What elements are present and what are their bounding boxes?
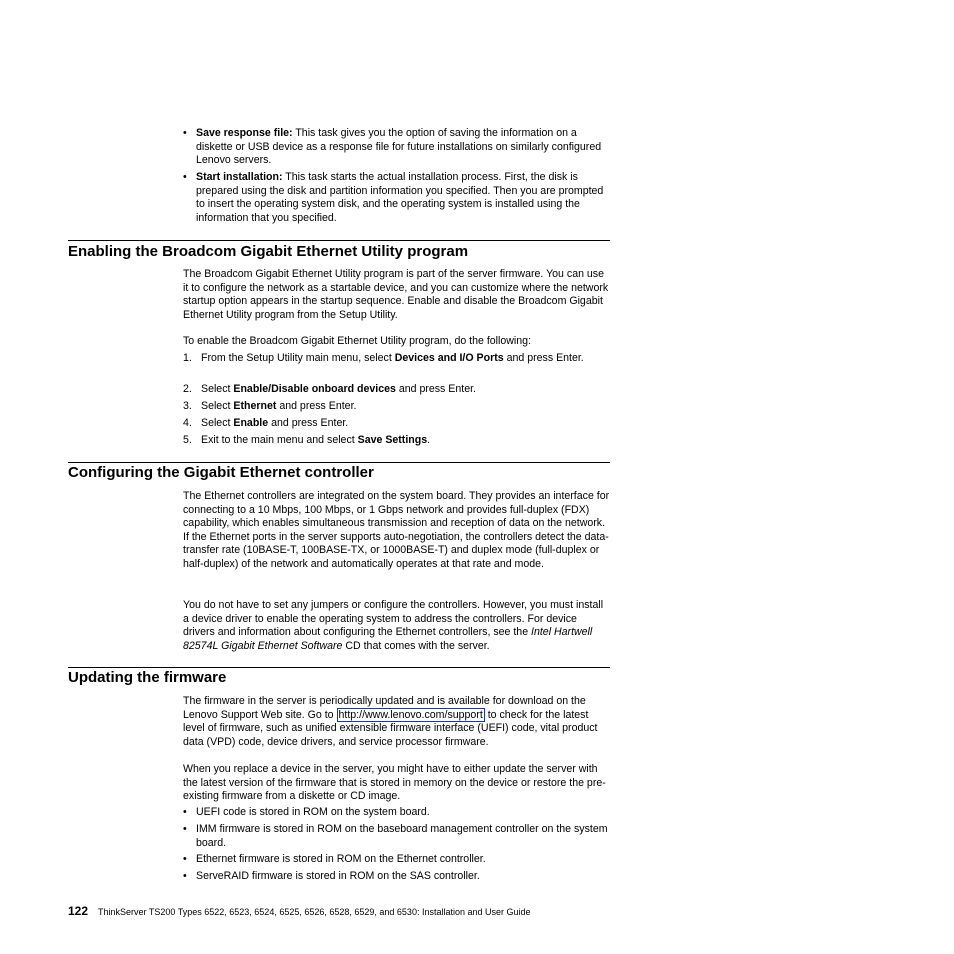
paragraph: To enable the Broadcom Gigabit Ethernet Utility program, do the following: — [183, 335, 532, 347]
section-heading-gigabit: Configuring the Gigabit Ethernet controller — [68, 464, 374, 481]
step-text: and press Enter. — [395, 383, 476, 395]
software-title: Intel Hartwell 82574L Gigabit Ethernet Software — [183, 626, 593, 652]
step-text: Exit to the main menu and select — [201, 434, 358, 446]
section-heading-broadcom: Enabling the Broadcom Gigabit Ethernet Utility program — [68, 243, 469, 260]
list-item-text: Ethernet firmware is stored in ROM on the Ethernet controller. — [196, 853, 486, 865]
bullet-icon: • — [183, 127, 187, 139]
bullet-icon: • — [183, 171, 187, 183]
step-text: From the Setup Utility main menu, select — [201, 352, 395, 364]
section-heading-firmware: Updating the firmware — [68, 669, 227, 686]
step-number: 4. — [183, 417, 192, 429]
bullet-icon: • — [183, 870, 187, 882]
list-item-text: IMM firmware is stored in ROM on the baseboard management controller on the system board. — [196, 823, 608, 849]
step-number: 5. — [183, 434, 192, 446]
section-divider — [68, 240, 610, 241]
paragraph: When you replace a device in the server, you might have to either update the server with the latest version of the firmware that is stored in memory on the device or restore the pre-existing firmware from a diskette or CD image. — [183, 763, 606, 803]
support-link[interactable]: http://www.lenovo.com/support — [338, 708, 483, 721]
step-term: Ethernet — [233, 400, 277, 412]
step-text: and press Enter. — [276, 400, 357, 412]
step-term: Save Settings — [357, 434, 428, 446]
list-item-text: This task starts the actual installation process. First, the disk is prepared using the disk and partition information you specified. Then you are prompted to insert the operating system disk, and the operating system is installed using the information that you specified. — [196, 171, 604, 224]
list-item-text: ServeRAID firmware is stored in ROM on the SAS controller. — [196, 870, 480, 882]
paragraph-text: to check for the latest level of firmware, such as unified extensible firmware interface (UEFI) code, vital product data (VPD) code, device drivers, and service processor firmware. — [183, 708, 598, 748]
footer-text: ThinkServer TS200 Types 6522, 6523, 6524, 6525, 6526, 6528, 6529, and 6530: Installation and User Guide — [98, 907, 531, 917]
step-text: and press Enter. — [268, 417, 349, 429]
paragraph-text: The firmware in the server is periodically updated and is available for download on the Lenovo Support Web site. Go to — [183, 695, 586, 721]
step-term: Enable — [233, 417, 269, 429]
paragraph — [183, 599, 611, 653]
list-item-term: Start installation: — [196, 171, 283, 183]
step-text: Select — [201, 400, 234, 412]
section-divider — [68, 462, 610, 463]
step-term: Devices and I/O Ports — [394, 352, 504, 364]
step-text: Select — [201, 417, 234, 429]
step-text: and press Enter. — [503, 352, 584, 364]
page-number: 122 — [68, 904, 89, 918]
paragraph — [183, 695, 611, 749]
step-text: Select — [201, 383, 234, 395]
paragraph-text: You do not have to set any jumpers or configure the controllers. However, you must install a device driver to enable the operating system to address the controllers. For device drivers and information about configuring the Ethernet controllers, see the — [183, 599, 604, 639]
paragraph: The Ethernet controllers are integrated on the system board. They provides an interface for connecting to a 10 Mbps, 100 Mbps, or 1 Gbps network and provides full-duplex (FDX) capability, which enables simultaneous transmission and reception of data on the network. If the Ethernet ports in the server supports auto-negotiation, the controllers detect the data-transfer rate (10BASE-T, 100BASE-TX, or 1000BASE-T) and duplex mode (full-duplex or half-duplex) of the network and automatically operates at that rate and mode. — [183, 490, 610, 570]
section-divider — [68, 667, 610, 668]
step-number: 1. — [183, 352, 192, 364]
step-number: 3. — [183, 400, 192, 412]
bullet-icon: • — [183, 806, 187, 818]
step-term: Enable/Disable onboard devices — [233, 383, 396, 395]
page-footer — [68, 902, 531, 920]
list-item-text: This task gives you the option of saving the information on a diskette or USB device as a response file for future installations on similarly configured Lenovo servers. — [196, 127, 602, 167]
step-text: . — [427, 434, 431, 446]
bullet-icon: • — [183, 853, 187, 865]
list-item-text: UEFI code is stored in ROM on the system board. — [196, 806, 430, 818]
step-number: 2. — [183, 383, 192, 395]
paragraph: The Broadcom Gigabit Ethernet Utility program is part of the server firmware. You can use it to configure the network as a startable device, and you can customize where the network startup option appears in the startup sequence. Enable and disable the Broadcom Gigabit Ethernet Utility program from the Setup Utility. — [183, 268, 609, 321]
bullet-icon: • — [183, 823, 187, 835]
list-item-term: Save response file: — [196, 127, 293, 139]
paragraph-text: CD that comes with the server. — [342, 639, 490, 652]
